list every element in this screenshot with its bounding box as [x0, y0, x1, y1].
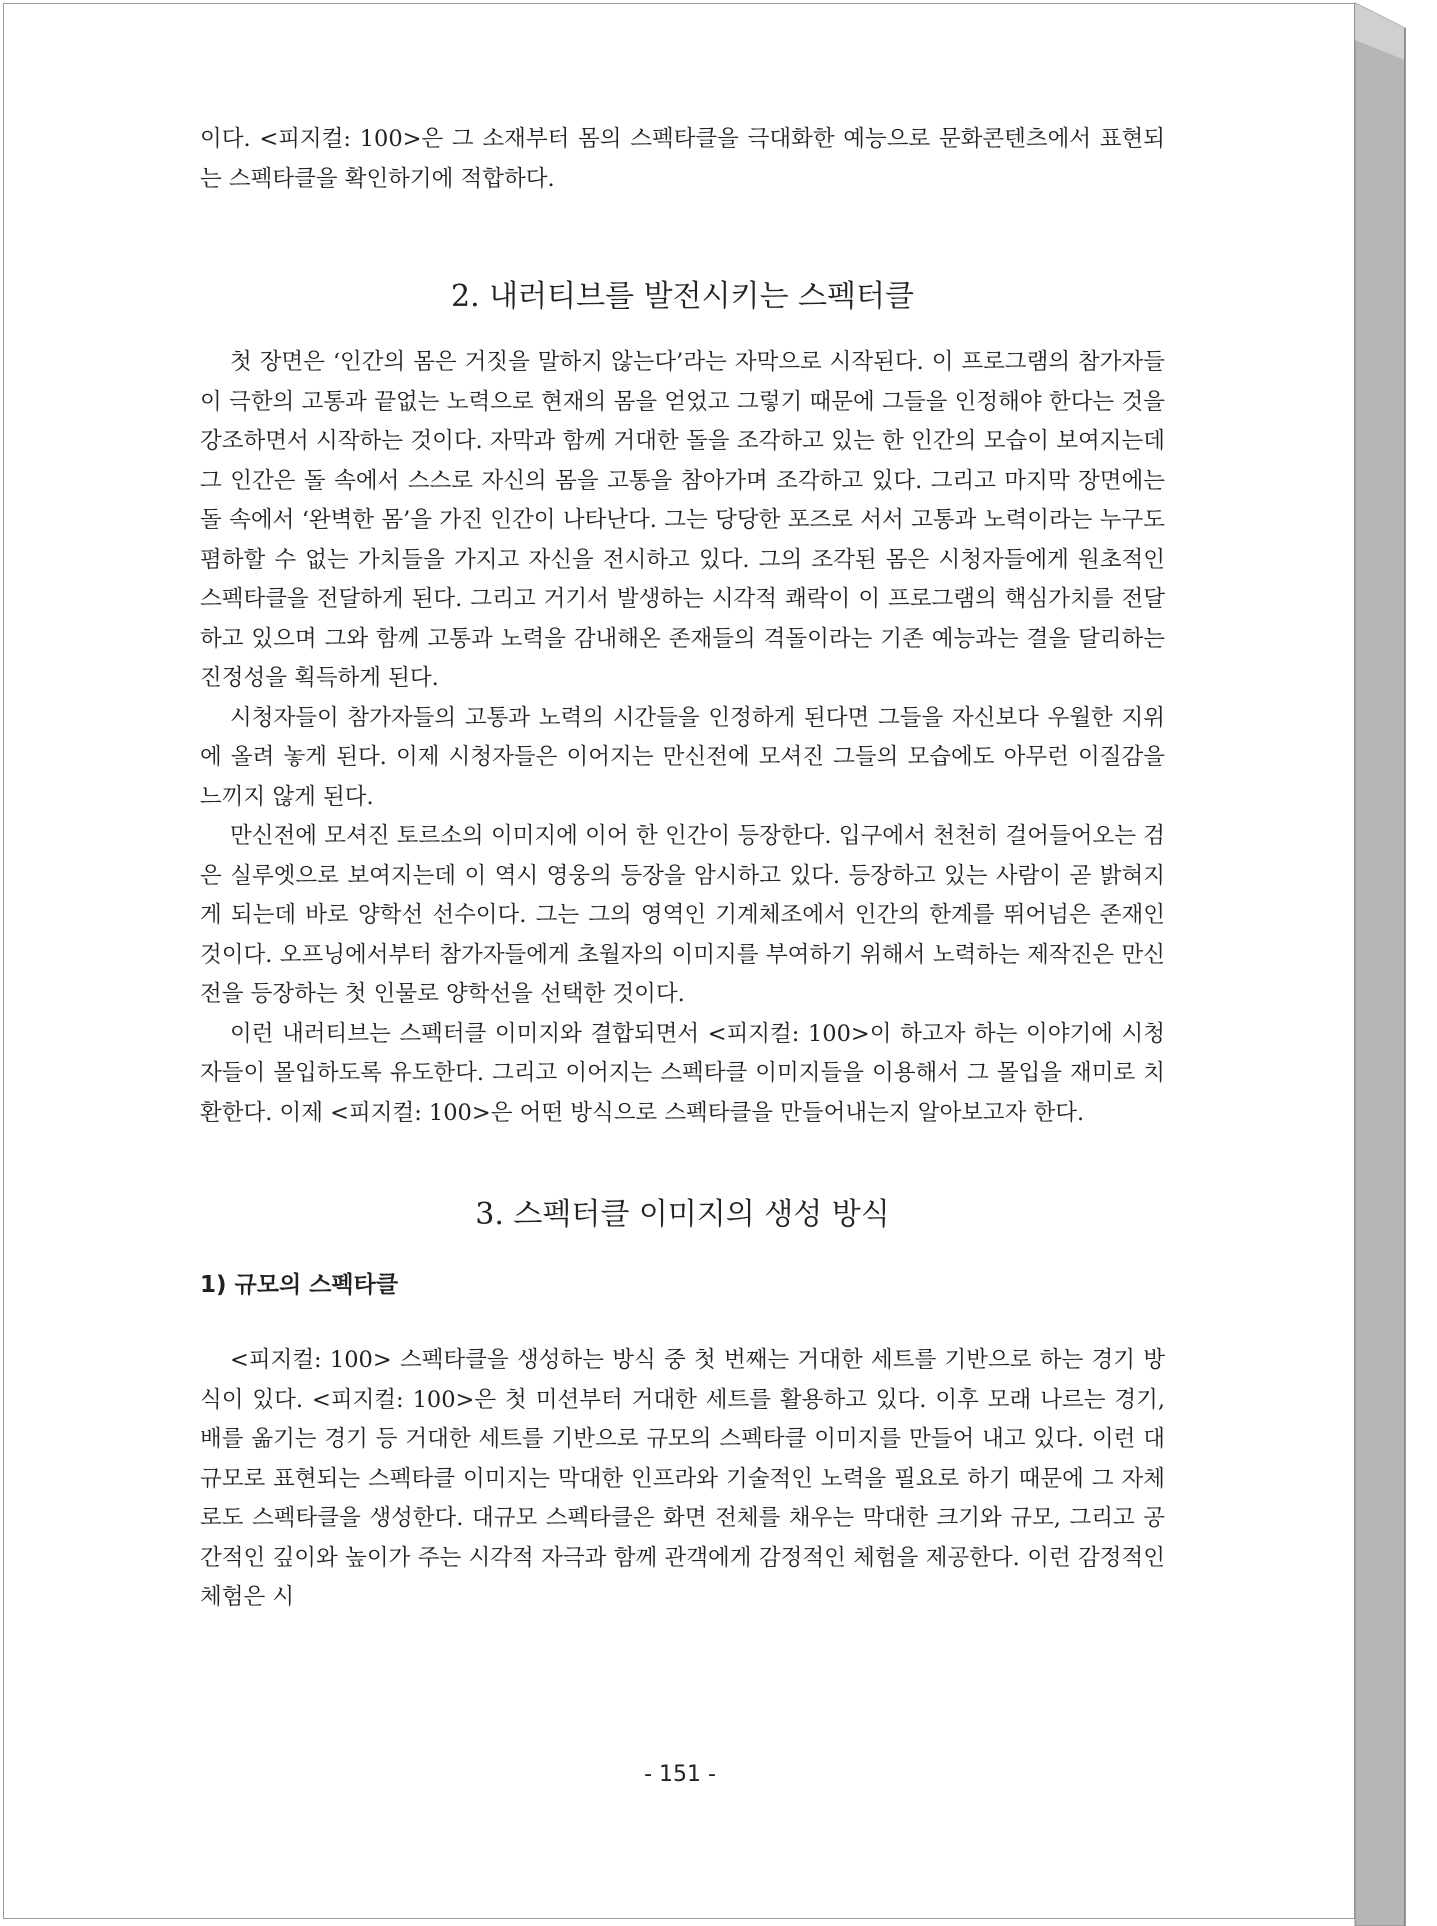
section-2-paragraph-1: 첫 장면은 ‘인간의 몸은 거짓을 말하지 않는다’라는 자막으로 시작된다. 이 프로그램의 참가자들이 극한의 고통과 끝없는 노력으로 현재의 몸을 얻었고 그렇기 때문에 그들을 인정해야 한다는 것을 강조하면서 시작하는 것이다. 자막과 함께 거대한 돌을 조각하고 있는 한 인간의 모습이 보여지는데 그 인간은 돌 속에서 스스로 자신의 몸을 고통을 참아가며 조각하고 있다. 그리고 마지막 장면에는 돌 속에서 ‘완벽한 몸’을 가진 인간이 나타난다. 그는 당당한 포즈로 서서 고통과 노력이라는 누구도 폄하할 수 없는 가치들을 가지고 자신을 전시하고 있다. 그의 조각된 몸은 시청자들에게 원초적인 스펙타클을 전달하게 된다. 그리고 거기서 발생하는 시각적 쾌락이 이 프로그램의 핵심가치를 전달하고 있으며 그와 함께 고통과 노력을 감내해온 존재들의 격돌이라는 기존 예능과는 결을 달리하는 진정성을 획득하게 된다. [200, 349, 1165, 691]
page-content [200, 120, 1165, 1618]
intro-paragraph: 이다. <피지컬: 100>은 그 소재부터 몸의 스펙타클을 극대화한 예능으로 문화콘텐츠에서 표현되는 스펙타클을 확인하기에 적합하다. [200, 126, 1165, 192]
section-2-paragraph-3: 만신전에 모셔진 토르소의 이미지에 이어 한 인간이 등장한다. 입구에서 천천히 걸어들어오는 검은 실루엣으로 보여지는데 이 역시 영웅의 등장을 암시하고 있다. 등장하고 있는 사람이 곧 밝혀지게 되는데 바로 양학선 선수이다. 그는 그의 영역인 기계체조에서 인간의 한계를 뛰어넘은 존재인 것이다. 오프닝에서부터 참가자들에게 초월자의 이미지를 부여하기 위해서 노력하는 제작진은 만신전을 등장하는 첫 인물로 양학선을 선택한 것이다. [200, 823, 1165, 1007]
section-2-paragraph-2: 시청자들이 참가자들의 고통과 노력의 시간들을 인정하게 된다면 그들을 자신보다 우월한 지위에 올려 놓게 된다. 이제 시청자들은 이어지는 만신전에 모셔진 그들의 모습에도 아무런 이질감을 느끼지 않게 된다. [200, 704, 1165, 810]
section-2-title: 2. 내러티브를 발전시키는 스펙터클 [451, 279, 914, 314]
section-3-paragraph-1: <피지컬: 100> 스펙타클을 생성하는 방식 중 첫 번째는 거대한 세트를 기반으로 하는 경기 방식이 있다. <피지컬: 100>은 첫 미션부터 거대한 세트를 활용하고 있다. 이후 모래 나르는 경기, 배를 옮기는 경기 등 거대한 세트를 기반으로 규모의 스펙타클 이미지를 만들어 내고 있다. 이런 대규모로 표현되는 스펙타클 이미지는 막대한 인프라와 기술적인 노력을 필요로 하기 때문에 그 자체로도 스펙타클을 생성한다. 대규모 스펙타클은 화면 전체를 채우는 막대한 크기와 규모, 그리고 공간적인 깊이와 높이가 주는 시각적 자극과 함께 관객에게 감정적인 체험을 제공한다. 이런 감정적인 체험은 시 [200, 1347, 1165, 1610]
section-2-paragraph-4: 이런 내러티브는 스펙터클 이미지와 결합되면서 <피지컬: 100>이 하고자 하는 이야기에 시청자들이 몰입하도록 유도한다. 그리고 이어지는 스펙타클 이미지들을 이용해서 그 몰입을 재미로 치환한다. 이제 <피지컬: 100>은 어떤 방식으로 스펙타클을 만들어내는지 알아보고자 한다. [200, 1020, 1165, 1126]
section-3-subheading: 1) 규모의 스펙타클 [200, 1272, 399, 1298]
section-3-title: 3. 스펙터클 이미지의 생성 방식 [475, 1197, 890, 1232]
page-number: - 151 - [644, 1762, 716, 1787]
